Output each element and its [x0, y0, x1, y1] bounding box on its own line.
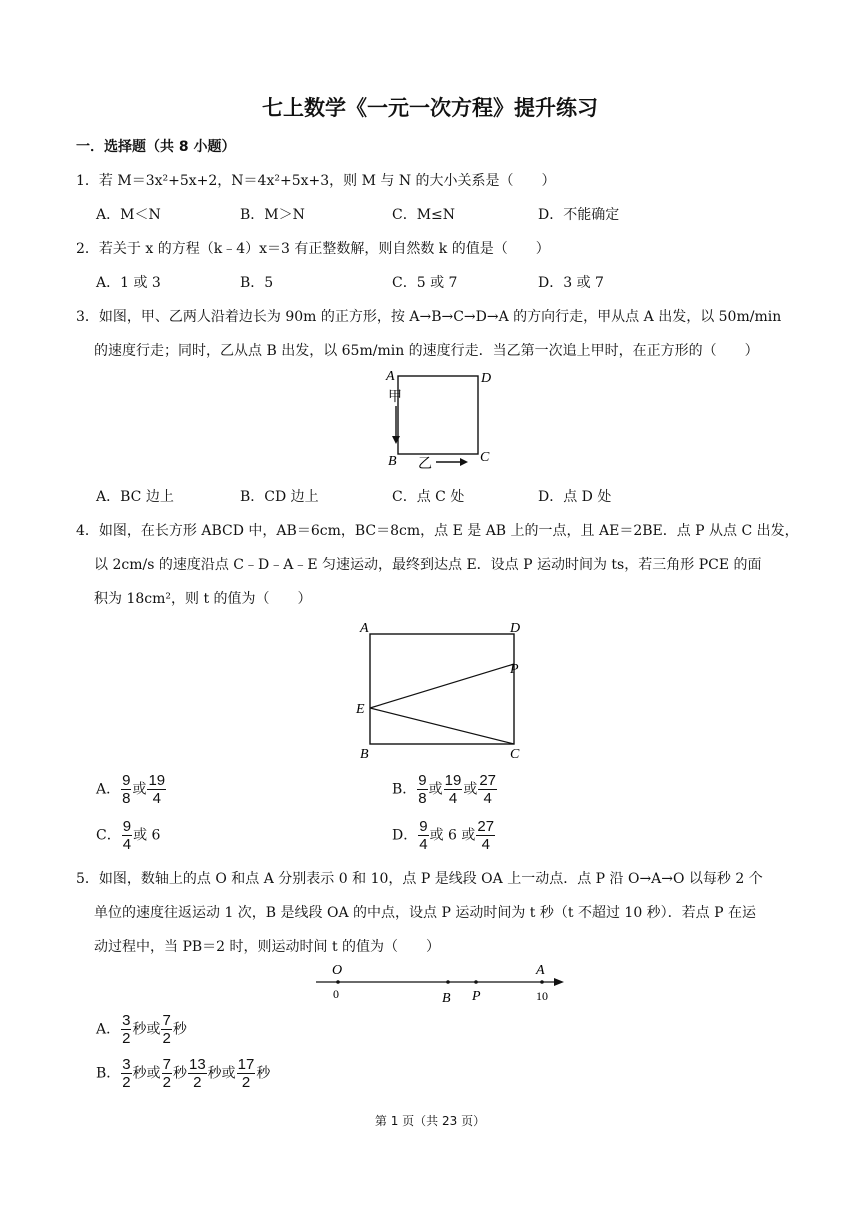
- label-b: B: [442, 991, 451, 1006]
- fraction: $\frac{17}{2}$: [237, 1056, 255, 1091]
- rectangle-figure: [350, 618, 540, 764]
- q4-option-d: D． $\frac{9}{4}$ 或 6 或 $\frac{27}{4}$: [392, 818, 495, 853]
- q5-option-a: A． $\frac{3}{2}$ 秒或 $\frac{7}{2}$ 秒: [96, 1012, 187, 1047]
- question-line: 的速度行走；同时，乙从点 B 出发，以 65m/min 的速度行走．当乙第一次追上甲时，在正方形的（ ）: [94, 343, 759, 359]
- label-p: P: [472, 989, 481, 1004]
- q3-option-c: C．点 C 处: [392, 489, 465, 505]
- question-2: [76, 238, 550, 258]
- fraction: $\frac{3}{2}$: [122, 1056, 131, 1091]
- point-p: [474, 980, 478, 984]
- point-b: [446, 980, 450, 984]
- number-line-arrow: [554, 978, 564, 986]
- fraction: $\frac{27}{4}$: [477, 818, 495, 853]
- square: [398, 376, 478, 454]
- walker-jia: 甲: [388, 389, 402, 405]
- arrow-right-head: [460, 458, 468, 466]
- question-stem: 若关于 x 的方程（k﹣4）x＝3 有正整数解，则自然数 k 的值是（ ）: [98, 241, 550, 257]
- fraction: $\frac{9}{4}$: [419, 818, 428, 853]
- fraction: $\frac{9}{4}$: [122, 818, 132, 853]
- q1-option-d: D．不能确定: [538, 207, 620, 223]
- fraction: $\frac{9}{8}$: [122, 772, 131, 807]
- q3-option-a: A．BC 边上: [96, 489, 174, 505]
- question-4: [76, 520, 799, 540]
- question-line: 以 2cm/s 的速度沿点 C﹣D﹣A﹣E 匀速运动，最终到达点 E．设点 P 运动时间为 ts，若三角形 PCE 的面: [94, 557, 762, 573]
- q1-option-a: A．M＜N: [96, 207, 161, 223]
- question-number: 2．: [76, 241, 99, 257]
- question-line: 积为 18cm²，则 t 的值为（ ）: [94, 591, 312, 607]
- label-b: B: [360, 747, 369, 762]
- q5-option-b: B． $\frac{3}{2}$ 秒或 $\frac{7}{2}$ 秒 $\frac{13}{2}$ 秒或 $\frac{17}{2}$ 秒: [96, 1056, 271, 1091]
- fraction: $\frac{27}{4}$: [479, 772, 497, 807]
- q3-option-d: D．点 D 处: [538, 489, 612, 505]
- fraction: $\frac{9}{8}$: [418, 772, 427, 807]
- page-footer: 第 1 页（共 23 页）: [374, 1114, 486, 1128]
- label-c: C: [510, 747, 520, 762]
- square-path-figure: [380, 366, 500, 472]
- q2-option-b: B．5: [240, 275, 274, 291]
- q2-option-d: D．3 或 7: [538, 275, 604, 291]
- fraction: $\frac{7}{2}$: [162, 1056, 171, 1091]
- label-b: B: [388, 454, 397, 469]
- question-number: 5．: [76, 871, 99, 887]
- question-line: 单位的速度往返运动 1 次，B 是线段 OA 的中点，设点 P 运动时间为 t 秒（t 不超过 10 秒）．若点 P 在运: [94, 905, 756, 921]
- label-d: D: [481, 371, 492, 386]
- arrow-down-head: [392, 436, 400, 444]
- segment-ec: [370, 708, 514, 744]
- q1-option-b: B．M＞N: [240, 207, 305, 223]
- rectangle: [370, 634, 514, 744]
- q1-option-c: C．M≤N: [392, 207, 456, 223]
- question-number: 4．: [76, 523, 99, 539]
- question-number: 3．: [76, 309, 99, 325]
- question-line: 如图，甲、乙两人沿着边长为 90m 的正方形，按 A→B→C→D→A 的方向行走，甲从点 A 出发，以 50m/min: [98, 309, 782, 325]
- question-1: [76, 170, 556, 190]
- question-number: 1．: [76, 173, 99, 189]
- q3-option-b: B．CD 边上: [240, 489, 319, 505]
- fraction: $\frac{19}{4}$: [148, 772, 166, 807]
- label-e: E: [356, 702, 365, 717]
- label-o: O: [332, 963, 343, 978]
- question-5: [76, 868, 763, 888]
- label-a: A: [386, 369, 395, 384]
- question-line: 如图，数轴上的点 O 和点 A 分别表示 0 和 10，点 P 是线段 OA 上一动点．点 P 沿 O→A→O 以每秒 2 个: [98, 871, 763, 887]
- question-line: 动过程中，当 PB＝2 时，则运动时间 t 的值为（ ）: [94, 939, 441, 955]
- question-3: [76, 306, 781, 326]
- q2-option-a: A．1 或 3: [96, 275, 161, 291]
- q4-option-b: B． $\frac{9}{8}$ 或 $\frac{19}{4}$ 或 $\frac{27}{4}$: [392, 772, 497, 807]
- label-a: A: [536, 963, 545, 978]
- question-line: 如图，在长方形 ABCD 中，AB＝6cm，BC＝8cm，点 E 是 AB 上的一点，且 AE＝2BE．点 P 从点 C 出发，: [98, 523, 799, 539]
- label-ten: 10: [536, 989, 548, 1003]
- page-title: 七上数学《一元一次方程》提升练习: [262, 96, 598, 120]
- section-heading: 一．选择题（共 8 小题）: [76, 139, 236, 155]
- fraction: $\frac{13}{2}$: [188, 1056, 206, 1091]
- label-c: C: [480, 450, 490, 465]
- label-d: D: [510, 621, 521, 636]
- question-stem: 若 M＝3x²+5x+2，N＝4x²+5x+3，则 M 与 N 的大小关系是（ ）: [98, 173, 556, 189]
- q4-option-c: C． $\frac{9}{4}$ 或 6: [96, 818, 161, 853]
- fraction: $\frac{3}{2}$: [122, 1012, 131, 1047]
- label-zero: 0: [333, 987, 339, 1001]
- label-p: P: [510, 662, 519, 677]
- number-line-figure: [312, 960, 574, 1006]
- point-o: [336, 980, 340, 984]
- point-a: [540, 980, 544, 984]
- label-a: A: [360, 621, 369, 636]
- q2-option-c: C．5 或 7: [392, 275, 458, 291]
- fraction: $\frac{7}{2}$: [162, 1012, 171, 1047]
- segment-ep: [370, 664, 514, 708]
- fraction: $\frac{19}{4}$: [444, 772, 462, 807]
- walker-yi: 乙: [418, 456, 432, 472]
- q4-option-a: A． $\frac{9}{8}$ 或 $\frac{19}{4}$: [96, 772, 166, 807]
